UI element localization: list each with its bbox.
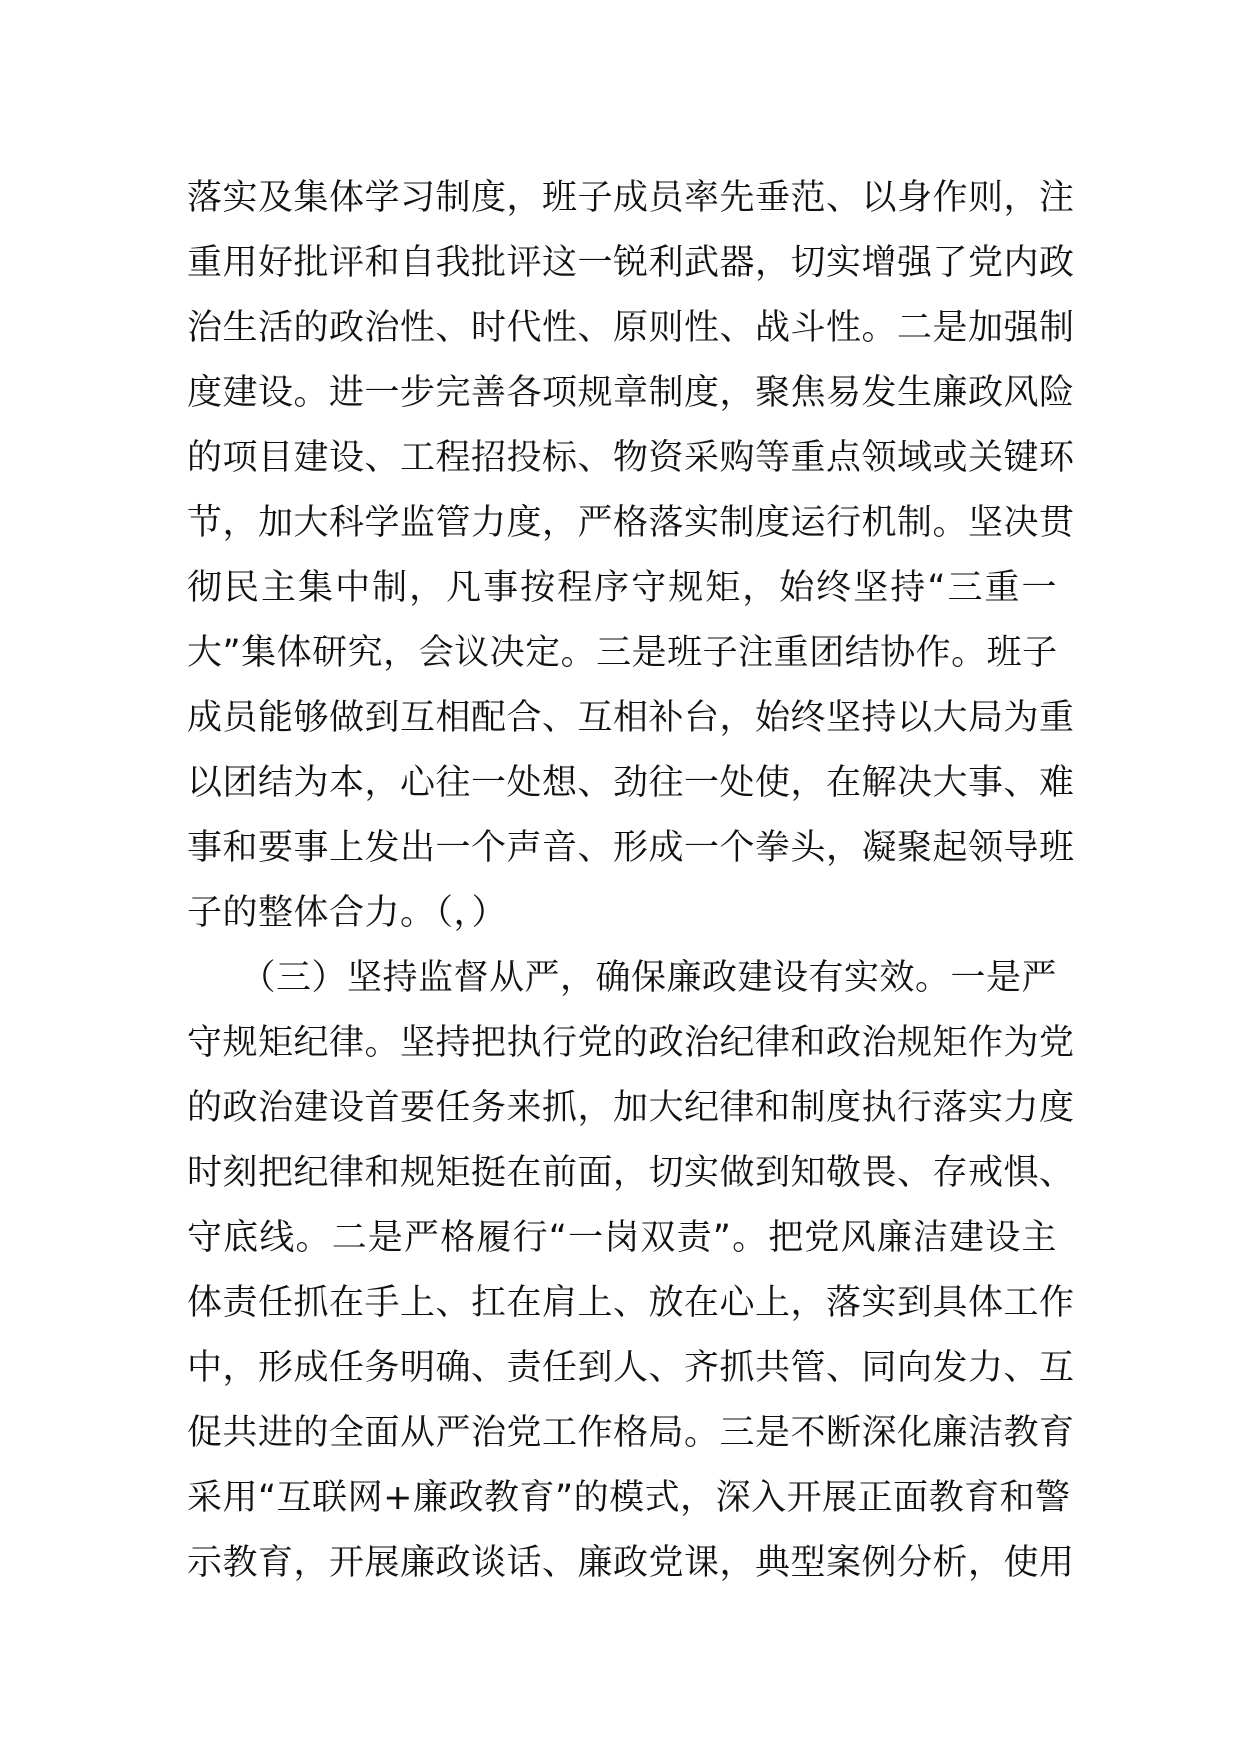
text-line: 以团结为本，心往一处想、劲往一处使，在解决大事、难: [187, 763, 1075, 803]
section-heading-line: （三）坚持监督从严，确保廉政建设有实效。一是严: [187, 958, 1058, 998]
text-line: 度建设。进一步完善各项规章制度，聚焦易发生廉政风险: [187, 373, 1075, 413]
text-line: 时刻把纪律和规矩挺在前面，切实做到知敬畏、存戒惧、: [187, 1153, 1075, 1193]
text-line: 治生活的政治性、时代性、原则性、战斗性。二是加强制: [187, 308, 1075, 348]
text-line: 守规矩纪律。坚持把执行党的政治纪律和政治规矩作为党: [187, 1023, 1075, 1063]
text-line: 中，形成任务明确、责任到人、齐抓共管、同向发力、互: [187, 1348, 1075, 1388]
text-line: 重用好批评和自我批评这一锐利武器，切实增强了党内政: [187, 243, 1075, 283]
text-line: 彻民主集中制，凡事按程序守规矩，始终坚持“三重一: [187, 568, 1057, 608]
text-line: 促共进的全面从严治党工作格局。三是不断深化廉洁教育: [187, 1413, 1075, 1453]
text-line: 采用“互联网+廉政教育”的模式，深入开展正面教育和警: [187, 1478, 1071, 1518]
text-line: 示教育，开展廉政谈话、廉政党课，典型案例分析，使用: [187, 1543, 1075, 1583]
text-line: 的项目建设、工程招投标、物资采购等重点领域或关键环: [187, 438, 1075, 478]
text-line: 体责任抓在手上、扛在肩上、放在心上，落实到具体工作: [187, 1283, 1075, 1323]
text-line: 的政治建设首要任务来抓，加大纪律和制度执行落实力度: [187, 1088, 1075, 1128]
text-line: 子的整体合力。（，）: [187, 893, 508, 933]
text-line: 落实及集体学习制度，班子成员率先垂范、以身作则，注: [187, 178, 1075, 218]
text-line: 成员能够做到互相配合、互相补台，始终坚持以大局为重: [187, 698, 1075, 738]
text-line: 节，加大科学监管力度，严格落实制度运行机制。坚决贯: [187, 503, 1075, 543]
text-line: 事和要事上发出一个声音、形成一个拳头，凝聚起领导班: [187, 828, 1075, 868]
text-line: 守底线。二是严格履行“一岗双责”。把党风廉洁建设主: [187, 1218, 1057, 1258]
text-line: 大”集体研究，会议决定。三是班子注重团结协作。班子: [187, 633, 1058, 673]
body-text: [187, 166, 1075, 1596]
